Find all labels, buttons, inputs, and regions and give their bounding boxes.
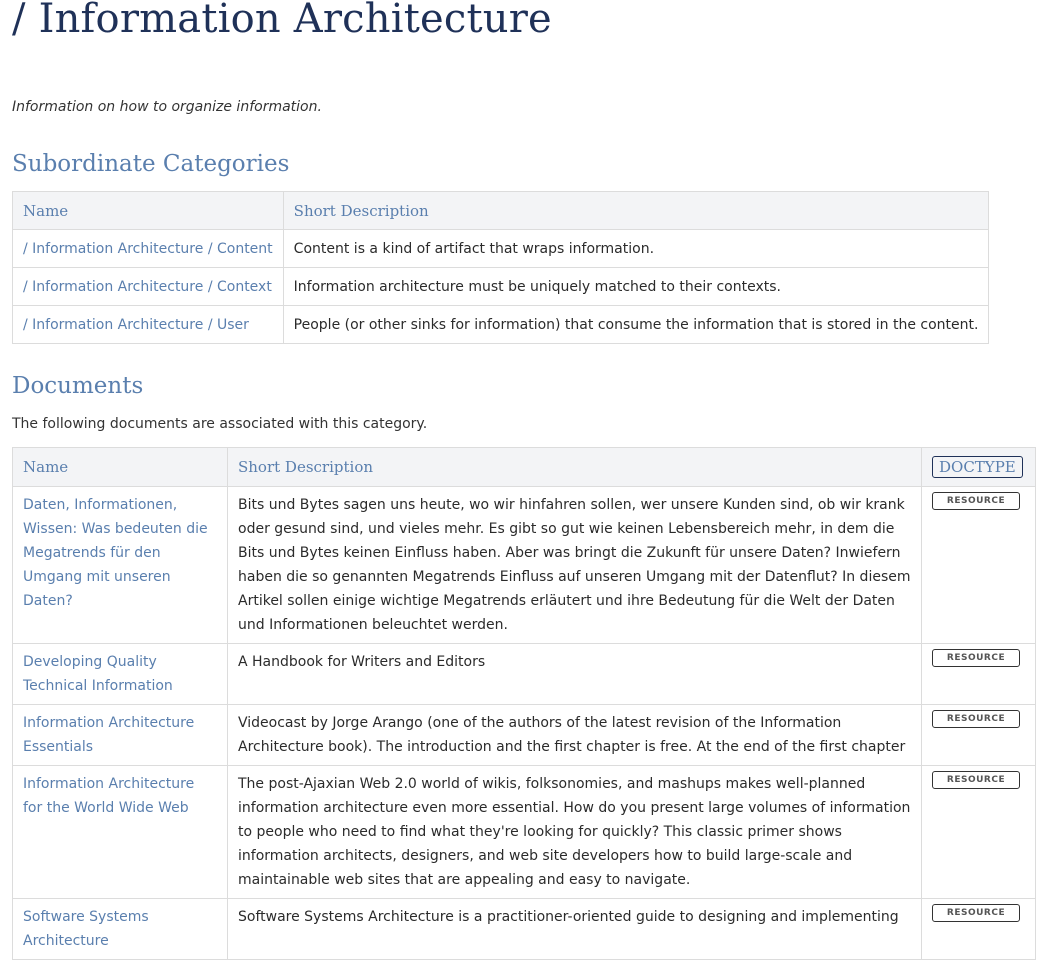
column-header-doctype[interactable]: DOCTYPE bbox=[932, 456, 1023, 478]
doctype-badge: RESOURCE bbox=[932, 771, 1020, 789]
subordinate-categories-heading: Subordinate Categories bbox=[12, 151, 290, 177]
document-link[interactable]: Developing Quality Technical Information bbox=[23, 654, 173, 694]
table-row bbox=[13, 766, 1036, 899]
table-row bbox=[13, 306, 989, 344]
doctype-badge: RESOURCE bbox=[932, 710, 1020, 728]
category-link[interactable]: / Information Architecture / Content bbox=[23, 240, 273, 257]
column-header-short-description: Short Description bbox=[228, 448, 922, 487]
page-title: / Information Architecture bbox=[12, 0, 552, 42]
column-header-name: Name bbox=[13, 192, 284, 230]
table-row bbox=[13, 644, 1036, 705]
doctype-badge: RESOURCE bbox=[932, 492, 1020, 510]
page-description: Information on how to organize information. bbox=[12, 99, 322, 115]
category-description: People (or other sinks for information) that consume the information that is stored in the content. bbox=[283, 306, 989, 344]
document-description: Bits und Bytes sagen uns heute, wo wir hinfahren sollen, wer unsere Kunden sind, ob wir krank oder gesund sind, und vieles mehr. Es gibt so gut wie keinen Lebensbereich mehr, in dem die Bits und Bytes keinen Einfluss haben. Aber was bringt die Zukunft für unsere Daten? Inwiefern haben die so genannten Megatrends Einfluss auf unseren Umgang mit der Datenflut? In diesem Artikel sollen einige wichtige Megatrends erläutert und ihre Bedeutung für die Welt der Daten und Informationen beleuchtet werden. bbox=[228, 487, 922, 644]
documents-intro: The following documents are associated with this category. bbox=[12, 416, 428, 432]
doctype-badge: RESOURCE bbox=[932, 649, 1020, 667]
document-description: A Handbook for Writers and Editors bbox=[228, 644, 922, 705]
table-row bbox=[13, 230, 989, 268]
category-link[interactable]: / Information Architecture / Context bbox=[23, 278, 272, 295]
category-link[interactable]: / Information Architecture / User bbox=[23, 316, 249, 333]
table-row bbox=[13, 899, 1036, 960]
table-row bbox=[13, 487, 1036, 644]
category-description: Information architecture must be uniquely matched to their contexts. bbox=[283, 268, 989, 306]
documents-heading: Documents bbox=[12, 373, 144, 399]
document-link[interactable]: Software Systems Architecture bbox=[23, 909, 149, 949]
document-link[interactable]: Information Architecture for the World Wide Web bbox=[23, 776, 195, 816]
doctype-badge: RESOURCE bbox=[932, 904, 1020, 922]
document-link[interactable]: Daten, Informationen, Wissen: Was bedeuten die Megatrends für den Umgang mit unseren Daten? bbox=[23, 497, 208, 609]
table-row bbox=[13, 705, 1036, 766]
column-header-name: Name bbox=[13, 448, 228, 487]
document-description: Videocast by Jorge Arango (one of the authors of the latest revision of the Information Architecture book). The introduction and the first chapter is free. At the end of the first chapter bbox=[228, 705, 922, 766]
category-description: Content is a kind of artifact that wraps information. bbox=[283, 230, 989, 268]
subordinate-categories-table bbox=[12, 191, 989, 344]
table-row bbox=[13, 268, 989, 306]
document-description: Software Systems Architecture is a practitioner-oriented guide to designing and implementing bbox=[228, 899, 922, 960]
document-description: The post-Ajaxian Web 2.0 world of wikis, folksonomies, and mashups makes well-planned information architecture even more essential. How do you present large volumes of information to people who need to find what they're looking for quickly? This classic primer shows information architects, designers, and web site developers how to build large-scale and maintainable web sites that are appealing and easy to navigate. bbox=[228, 766, 922, 899]
column-header-short-description: Short Description bbox=[283, 192, 989, 230]
document-link[interactable]: Information Architecture Essentials bbox=[23, 715, 195, 755]
documents-table bbox=[12, 447, 1036, 960]
